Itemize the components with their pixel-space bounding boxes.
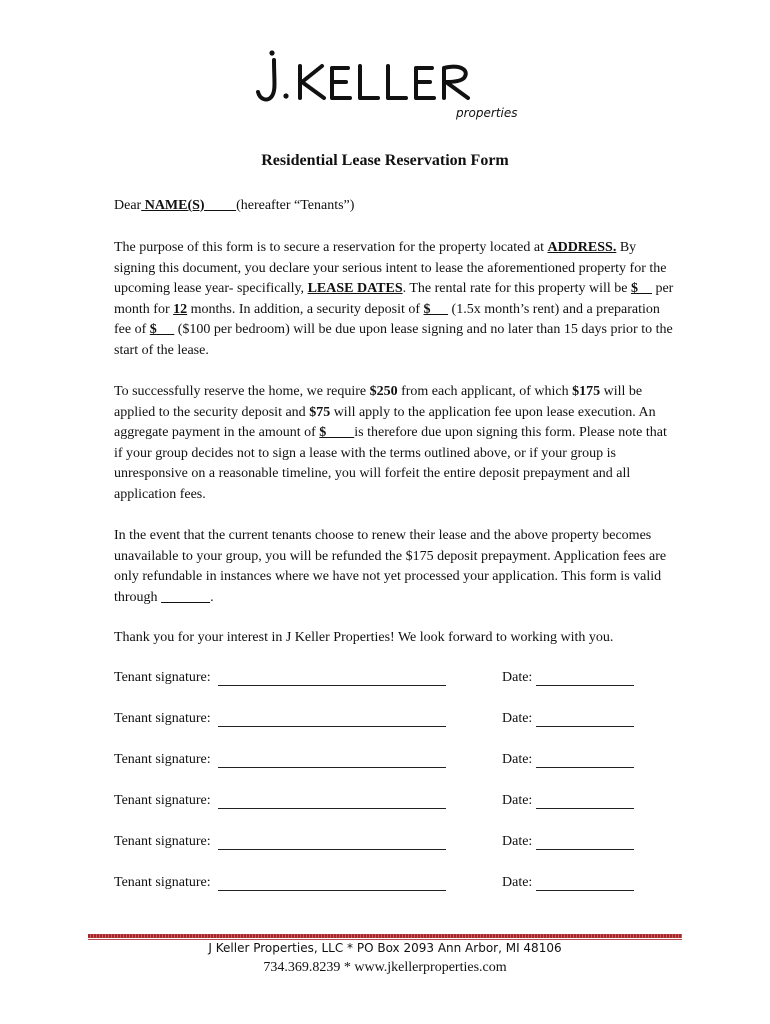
valid-through-field[interactable] (161, 590, 210, 605)
text: will be applied to the security deposit and (114, 384, 643, 420)
lease-dates-field[interactable]: LEASE DATES (307, 281, 403, 297)
signature-row (114, 752, 674, 772)
date-label: Date: (502, 752, 533, 767)
address-field[interactable]: ADDRESS. (547, 240, 617, 255)
date-line[interactable] (536, 808, 634, 809)
text: months. In addition, a security deposit of (187, 301, 424, 317)
text: from each applicant, of which (397, 384, 573, 399)
signature-label: Tenant signature: (114, 752, 211, 767)
months-field[interactable]: 12 (173, 301, 188, 317)
text: In the event that the current tenants choose to renew their lease and the above property becomes unavailable to your group, you will be refunded the $175 deposit prepayment. Application fees are only refundable in instances where we have not yet processed your application. This form is valid through (114, 528, 667, 605)
paragraph-purpose (114, 238, 674, 362)
text: per month for (114, 281, 674, 317)
footer-divider (88, 934, 682, 938)
footer-divider-thin (88, 939, 682, 940)
amount-175: $175 (572, 384, 601, 399)
paragraph-payment (114, 382, 674, 506)
paragraph-refund (114, 526, 674, 608)
date-line[interactable] (536, 767, 634, 768)
salutation-prefix: Dear (114, 198, 142, 213)
rent-field[interactable]: $ (630, 281, 652, 297)
paragraph-thanks: Thank you for your interest in J Keller Properties! We look forward to working with you. (114, 630, 614, 645)
text: will apply to the application fee upon lease execution. An aggregate payment in the amount of (114, 404, 656, 441)
amount-250: $250 (369, 384, 398, 399)
salutation-suffix: (hereafter “Tenants”) (236, 198, 355, 213)
prep-fee-field[interactable]: $ (149, 322, 175, 338)
text: By signing this document, you declare your serious intent to lease the aforementioned property for the upcoming lease year- specifically, (114, 240, 667, 297)
text: . The rental rate for this property will be (402, 281, 631, 297)
text: To successfully reserve the home, we require (114, 384, 370, 399)
signature-line[interactable] (218, 849, 446, 850)
text: (1.5x month’s rent) and a preparation fee of (114, 301, 660, 338)
text: . (210, 589, 214, 605)
footer-contact: 734.369.8239 * www.jkellerproperties.com (263, 960, 507, 975)
form-title: Residential Lease Reservation Form (261, 152, 509, 169)
company-logo (250, 50, 530, 128)
signature-line[interactable] (218, 767, 446, 768)
date-label: Date: (502, 834, 533, 849)
signature-row (114, 793, 674, 813)
signature-line[interactable] (218, 890, 446, 891)
signature-row (114, 670, 674, 690)
date-line[interactable] (536, 890, 634, 891)
salutation (114, 196, 674, 217)
signature-label: Tenant signature: (114, 834, 211, 849)
signature-label: Tenant signature: (114, 670, 211, 685)
signature-line[interactable] (218, 726, 446, 727)
signature-row (114, 875, 674, 895)
text: The purpose of this form is to secure a reservation for the property located at (114, 240, 548, 255)
date-line[interactable] (536, 685, 634, 686)
aggregate-payment-field[interactable]: $ (319, 425, 355, 441)
footer-address: J Keller Properties, LLC * PO Box 2093 Ann Arbor, MI 48106 (208, 941, 562, 955)
signature-line[interactable] (218, 685, 446, 686)
signature-label: Tenant signature: (114, 875, 211, 890)
deposit-field[interactable]: $ (423, 301, 449, 317)
logo-subtitle: properties (456, 106, 518, 120)
date-line[interactable] (536, 726, 634, 727)
signature-row (114, 834, 674, 854)
signature-label: Tenant signature: (114, 793, 211, 808)
amount-75: $75 (309, 404, 331, 420)
text: is therefore due upon signing this form. Please note that if your group decides not to sign a lease with the terms outlined above, or if your group is unresponsive on a reasonable timeline, you will forfeit the entire deposit prepayment and all application fees. (114, 425, 667, 502)
signature-line[interactable] (218, 808, 446, 809)
date-label: Date: (502, 670, 533, 685)
date-label: Date: (502, 711, 533, 726)
signature-label: Tenant signature: (114, 711, 211, 726)
date-label: Date: (502, 875, 533, 890)
tenant-names-field[interactable]: NAME(S) (141, 198, 237, 213)
signature-row (114, 711, 674, 731)
text: ($100 per bedroom) will be due upon lease signing and no later than 15 days prior to the start of the lease. (114, 322, 673, 358)
date-line[interactable] (536, 849, 634, 850)
date-label: Date: (502, 793, 533, 808)
